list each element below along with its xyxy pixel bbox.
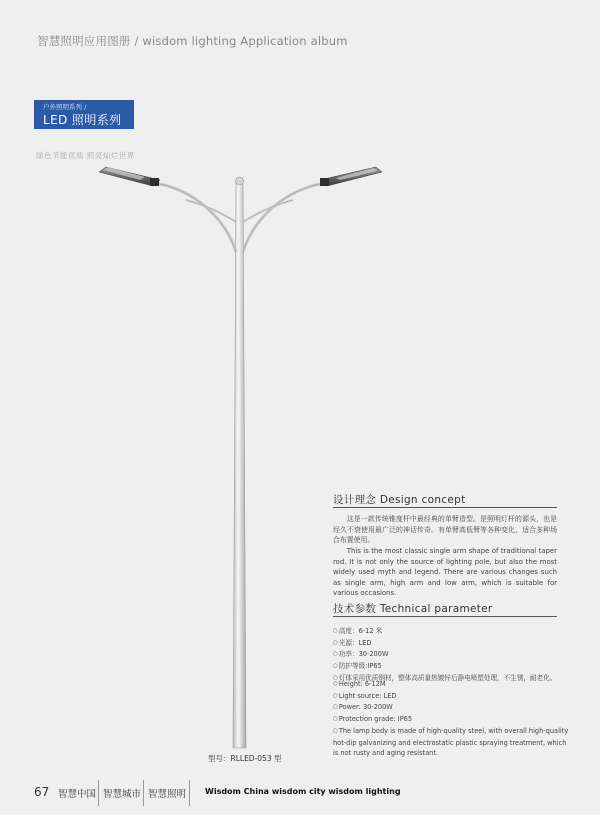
param-height-en: ○ Height: 6-12M: [333, 679, 563, 691]
param-material-cn: ○ 灯体采用优质钢材，整体高质量热镀锌后静电喷塑处理，不生锈，耐老化。: [333, 673, 563, 685]
pole-shaft: [233, 183, 246, 748]
param-material-en-line2: hot-dip galvanizing and electrostatic plastic spraying treatment, which: [333, 738, 567, 747]
param-material-en: ○ The lamp body is made of high-quality steel, with overall high-quality: [333, 726, 563, 738]
tech-params-en: [333, 679, 569, 759]
footer-divider: [143, 780, 144, 806]
param-power-en: ○ Power: 30-200W: [333, 702, 563, 714]
tech-params-cn: [333, 626, 563, 685]
design-text-en: This is the most classic single arm shape of traditional taper rod. It is not only the source of lighting pole, but also the most widely used myth and legend. There are various changes such as single arm, high arm and low arm, which is suitable for various occasions.: [333, 547, 557, 598]
badge-title: LED 照明系列: [43, 113, 122, 127]
param-protection-en: ○ Protection grade: IP65: [333, 714, 563, 726]
pole-cap: [236, 177, 244, 185]
param-height-cn: ○ 高度：6-12 米: [333, 626, 563, 638]
design-divider: [333, 507, 557, 508]
design-concept-title: 设计理念 Design concept: [333, 494, 466, 506]
param-power-cn: ○ 功率：30-200W: [333, 649, 563, 661]
footer-nav-lighting: 智慧照明: [148, 789, 187, 800]
right-lamp-head: [320, 167, 382, 186]
param-light-source-cn: ○ 光源：LED: [333, 638, 563, 650]
footer-divider: [189, 780, 190, 806]
album-title: 智慧照明应用图册 / wisdom lighting Application album: [37, 34, 348, 48]
footer-nav-city: 智慧城市: [103, 789, 142, 800]
footer-english-tagline: Wisdom China wisdom city wisdom lighting: [205, 787, 401, 796]
badge-subtitle: 户外照明系列 /: [43, 103, 87, 111]
slogan: 绿色节能优质 照亮灿烂世界: [36, 151, 135, 160]
page-footer: [0, 772, 600, 815]
page-number: 67: [34, 785, 50, 799]
design-text-cn: 这是一款传统锥度杆中最经典的单臂造型。是照明灯杆的源头，也是经久不衰使用最广泛的神话传奇。有单臂高低臂等各种变化，适合多种场合布置使用。: [333, 515, 557, 545]
param-light-source-en: ○ Light source: LED: [333, 691, 563, 703]
param-protection-cn: ○ 防护等级:IP65: [333, 661, 563, 673]
model-label: 型号：RLLED-053 型: [208, 754, 282, 763]
tech-divider: [333, 616, 557, 617]
tech-parameter-title: 技术参数 Technical parameter: [333, 603, 493, 615]
left-lamp-head: [99, 167, 160, 186]
right-arm: [243, 183, 325, 252]
param-material-en-line3: is not rusty and aging resistant.: [333, 749, 438, 758]
footer-divider: [98, 780, 99, 806]
left-arm: [155, 183, 236, 252]
footer-nav-china: 智慧中国: [58, 789, 97, 800]
